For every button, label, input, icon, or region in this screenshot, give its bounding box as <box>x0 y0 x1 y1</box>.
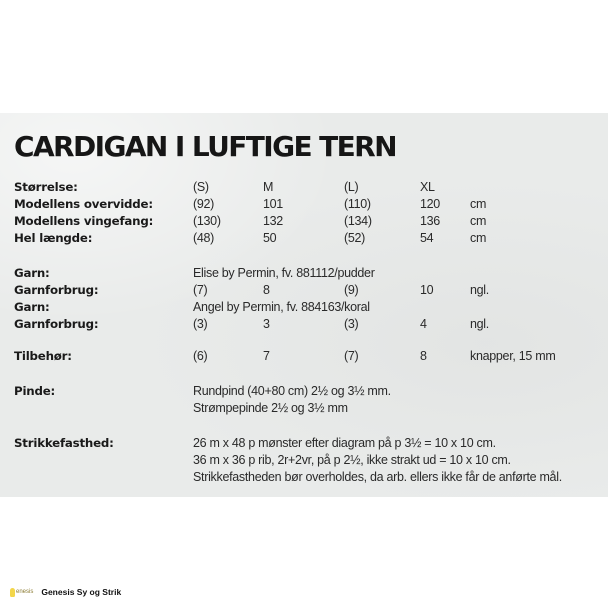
usage-m: 8 <box>263 283 270 297</box>
value-m: 50 <box>263 231 277 245</box>
usage-l: (3) <box>344 317 359 331</box>
gauge-line-3: Strikkefastheden bør overholdes, da arb. ellers ikke får de anførte mål. <box>193 470 562 484</box>
value-l: (52) <box>344 231 366 245</box>
yarn-label: Garn: <box>14 266 50 280</box>
gauge-row-3 <box>0 469 610 486</box>
gauge-line-1: 26 m x 48 p mønster efter diagram på p 3½ = 10 x 10 cm. <box>193 436 496 450</box>
measurement-label: Hel længde: <box>14 231 93 245</box>
unit: ngl. <box>470 283 489 297</box>
genesis-logo <box>10 588 33 597</box>
yarn-row-1 <box>0 265 610 282</box>
size-s: (S) <box>193 180 209 194</box>
measurement-label: Modellens overvidde: <box>14 197 153 211</box>
unit: knapper, 15 mm <box>470 349 556 363</box>
value-l: (110) <box>344 197 371 211</box>
yarn-label: Garn: <box>14 300 50 314</box>
yarn-name: Angel by Permin, fv. 884163/koral <box>193 300 370 314</box>
size-l: (L) <box>344 180 359 194</box>
measurement-row-vingefang <box>0 213 610 230</box>
needles-label: Pinde: <box>14 384 56 398</box>
measurement-row-hel-laengde <box>0 230 610 247</box>
value-s: (92) <box>193 197 215 211</box>
accessory-xl: 8 <box>420 349 427 363</box>
yarn-usage-label: Garnforbrug: <box>14 283 99 297</box>
yarn-usage-label: Garnforbrug: <box>14 317 99 331</box>
needles-row-2 <box>0 400 610 417</box>
yarn-usage-row-1 <box>0 282 610 299</box>
value-xl: 54 <box>420 231 434 245</box>
size-xl: XL <box>420 180 435 194</box>
yarn-name: Elise by Permin, fv. 881112/pudder <box>193 266 375 280</box>
value-m: 132 <box>263 214 283 228</box>
usage-s: (7) <box>193 283 208 297</box>
pattern-title: CARDIGAN I LUFTIGE TERN <box>14 130 396 163</box>
unit: cm <box>470 231 487 245</box>
gauge-row <box>0 435 610 452</box>
needles-line-1: Rundpind (40+80 cm) 2½ og 3½ mm. <box>193 384 391 398</box>
value-s: (48) <box>193 231 215 245</box>
footer-branding <box>10 584 121 600</box>
accessories-row <box>0 348 610 365</box>
needles-line-2: Strømpepinde 2½ og 3½ mm <box>193 401 348 415</box>
usage-xl: 4 <box>420 317 427 331</box>
accessory-m: 7 <box>263 349 270 363</box>
sizes-label: Størrelse: <box>14 180 78 194</box>
usage-l: (9) <box>344 283 359 297</box>
gauge-line-2: 36 m x 36 p rib, 2r+2vr, på p 2½, ikke strakt ud = 10 x 10 cm. <box>193 453 511 467</box>
accessories-label: Tilbehør: <box>14 349 72 363</box>
value-xl: 136 <box>420 214 440 228</box>
unit: ngl. <box>470 317 489 331</box>
value-m: 101 <box>263 197 283 211</box>
logo-text: enesis <box>16 589 34 595</box>
usage-s: (3) <box>193 317 208 331</box>
yarn-usage-row-2 <box>0 316 610 333</box>
size-m: M <box>263 180 274 194</box>
shop-name: Genesis Sy og Strik <box>41 587 122 597</box>
unit: cm <box>470 214 487 228</box>
gauge-label: Strikkefasthed: <box>14 436 114 450</box>
measurement-row-overvidde <box>0 196 610 213</box>
logo-icon <box>10 588 15 597</box>
measurement-label: Modellens vingefang: <box>14 214 154 228</box>
usage-xl: 10 <box>420 283 434 297</box>
value-s: (130) <box>193 214 221 228</box>
sizes-row <box>0 179 610 196</box>
usage-m: 3 <box>263 317 270 331</box>
gauge-row-2 <box>0 452 610 469</box>
accessory-s: (6) <box>193 349 208 363</box>
value-xl: 120 <box>420 197 440 211</box>
accessory-l: (7) <box>344 349 359 363</box>
needles-row <box>0 383 610 400</box>
yarn-row-2 <box>0 299 610 316</box>
unit: cm <box>470 197 487 211</box>
value-l: (134) <box>344 214 372 228</box>
